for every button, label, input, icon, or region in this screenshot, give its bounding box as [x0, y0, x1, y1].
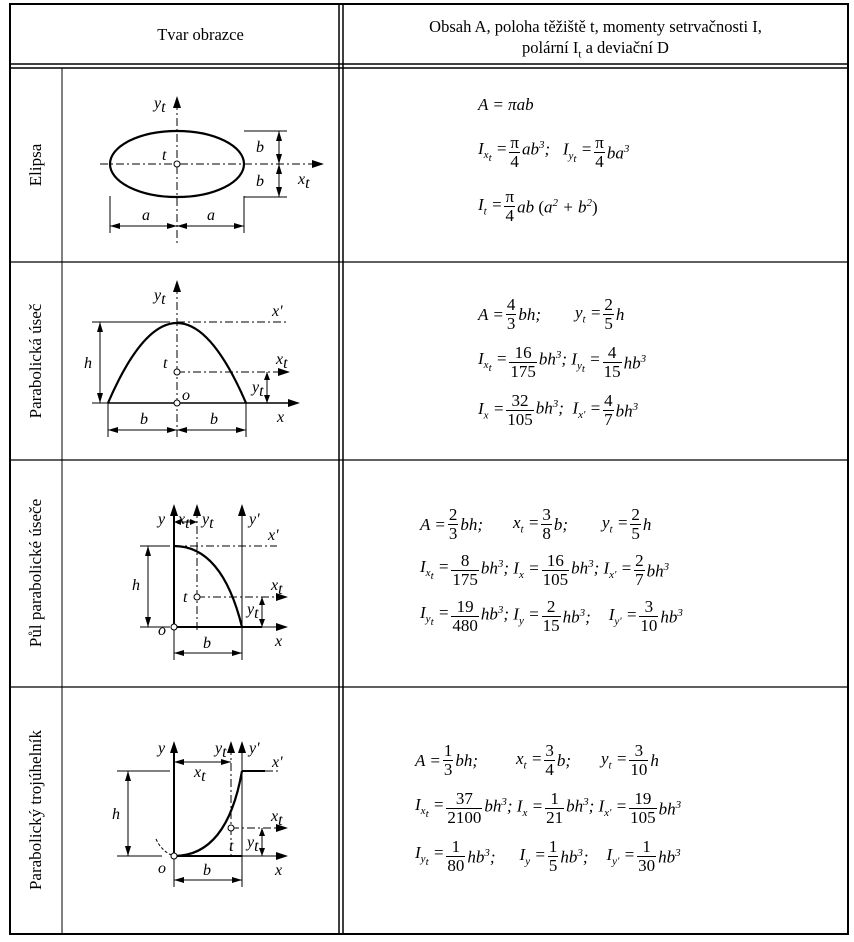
- label-h: h: [112, 806, 120, 823]
- fraction: $\frac{8}{175}$: [452, 551, 478, 589]
- formula-area: A = πab: [478, 95, 534, 114]
- label-yt-dim: yt: [252, 379, 264, 400]
- figure-ellipse: [62, 68, 339, 262]
- label-yt: yt: [154, 95, 166, 116]
- fraction: $\frac{19}{480}$: [452, 597, 478, 635]
- formula-inertia: $I_{x_t}$ = $\frac{16}{175}$ $bh^3$; $I_{y_t}$ = $\frac{4}{15}$ $hb^3$: [478, 343, 647, 381]
- formula-area: A = $\frac{2}{3}$ bh; $x_t$ = $\frac{3}{8}$ b; $y_t$ = $\frac{2}{5}$ h: [420, 505, 652, 543]
- table-page: Tvar obrazce Obsah A, poloha těžiště t, momenty setrvačnosti I, polární $I_t$ a deviační D Elipsa Parabolická úseč Půl parabolické úseče Parabolický trojúhelník yt xt t a a b b yt x' xt x t o h b b yt y xt yt y' x' xt x t o h b yt y yt y' xt x' xt x t o h b yt A = πab $I_{x_t}$ = $\frac{\pi}{4}$ $ab^3$; $I_{y_t}$ = $\frac{\pi}{4}$ $ba^3$ $I_t$ = $\frac{\pi}{4}$ ab $(a^2 + b^2)$ A = $\frac{4}{3}$ bh; $y_t$ = $\frac{2}{5}$ h $I_{x_t}$ = $\frac{16}{175}$ $bh^3$; $I_{y_t}$ = $\frac{4}{15}$ $hb^3$ $I_x$ = $\frac{32}{105}$ $bh^3$; $I_{x'}$ = $\frac{4}{7}$ $bh^3$ A = $\frac{2}{3}$ bh; $x_t$ = $\frac{3}{8}$ b; $y_t$ = $\frac{2}{5}$ h $I_{x_t}$ = $\frac{8}{175}$ $bh^3$; $I_x$ = $\frac{16}{105}$ $bh^3$; $I_{x'}$ = $\frac{2}{7}$ $bh^3$ $I_{y_t}$ = $\frac{19}{480}$ $hb^3$; $I_y$ = $\frac{2}{15}$ $hb^3$; $I_{y'}$ = $\frac{3}{10}$ $hb^3$ A = $\frac{1}{3}$ bh; $x_t$ = $\frac{3}{4}$ b; $y_t$ = $\frac{3}{10}$ h $I_{x_t}$ = $\frac{37}{2100}$ $bh^3$; $I_x$ = $\frac{1}{21}$ $bh^3$; $I_{x'}$ = $\frac{19}{105}$ $bh^3$ $I_{y_t}$ = $\frac{1}{80}$ $hb^3$; $I_y$ = $\frac{1}{5}$ $hb^3$; $I_{y'}$ = $\frac{1}{30}$ $hb^3$: [0, 0, 854, 942]
- formula-inertia-x: $I_{x_t}$ = $\frac{8}{175}$ $bh^3$; $I_x$ = $\frac{16}{105}$ $bh^3$; $I_{x'}$ = $\frac{2}{7}$ $bh^3$: [420, 551, 670, 589]
- label-xprime: x': [272, 754, 283, 771]
- label-x: x: [275, 862, 283, 879]
- label-xt-top: xt: [194, 764, 206, 785]
- fraction: $\frac{37}{2100}$: [447, 789, 482, 827]
- fraction: $\frac{\pi}{4}$: [505, 187, 515, 225]
- label-yprime: y': [249, 740, 260, 757]
- formula-inertia: $I_{x_t}$ = $\frac{\pi}{4}$ $ab^3$; $I_{y_t}$ = $\frac{\pi}{4}$ $ba^3$: [478, 133, 630, 171]
- fraction: $\frac{2}{5}$: [631, 505, 640, 543]
- fraction: $\frac{1}{80}$: [447, 837, 465, 875]
- label-a-right: a: [207, 207, 215, 224]
- label-h: h: [132, 577, 140, 594]
- header-formulas-line1: Obsah A, poloha těžiště t, momenty setrvačnosti I,: [429, 17, 762, 36]
- label-b-top: b: [256, 139, 264, 156]
- fraction: $\frac{3}{8}$: [542, 505, 551, 543]
- header-shape: Tvar obrazce: [157, 25, 244, 44]
- fraction: $\frac{3}{4}$: [545, 741, 554, 779]
- label-yt-dim: yt: [247, 834, 259, 855]
- formula-area: A = $\frac{1}{3}$ bh; $x_t$ = $\frac{3}{4}$ b; $y_t$ = $\frac{3}{10}$ h: [415, 741, 659, 779]
- fraction: $\frac{16}{105}$: [542, 551, 569, 589]
- fraction: $\frac{2}{15}$: [542, 597, 560, 635]
- fraction: $\frac{16}{175}$: [510, 343, 536, 381]
- label-xprime: x': [268, 527, 279, 544]
- label-b: b: [203, 862, 211, 879]
- label-x: x: [275, 633, 283, 650]
- header-polar: polární I: [522, 38, 579, 57]
- label-o: o: [182, 387, 190, 404]
- fraction: $\frac{1}{5}$: [548, 837, 558, 875]
- formula-polar: $I_t$ = $\frac{\pi}{4}$ ab $(a^2 + b^2)$: [478, 187, 598, 225]
- label-x: x: [277, 409, 285, 426]
- label-a-left: a: [142, 207, 150, 224]
- formula-inertia-x: $I_x$ = $\frac{32}{105}$ $bh^3$; $I_{x'}$ = $\frac{4}{7}$ $bh^3$: [478, 391, 639, 429]
- figure-half-parabolic-segment: [62, 460, 339, 687]
- label-yprime: y': [249, 511, 260, 528]
- fraction: $\frac{1}{21}$: [546, 789, 564, 827]
- label-xt: xt: [298, 171, 310, 192]
- label-t: t: [162, 147, 167, 164]
- label-b: b: [203, 635, 211, 652]
- label-xt: xt: [276, 351, 288, 372]
- fraction: $\frac{2}{3}$: [448, 505, 458, 543]
- label-y: y: [158, 511, 166, 528]
- label-yt: yt: [215, 740, 227, 761]
- label-t: t: [163, 355, 168, 372]
- figure-parabolic-triangle: [62, 687, 339, 934]
- fraction: $\frac{1}{30}$: [638, 837, 656, 875]
- label-h: h: [84, 355, 92, 372]
- label-y: y: [158, 740, 166, 757]
- header-formulas-line2: [343, 37, 848, 65]
- label-yt: yt: [202, 511, 214, 532]
- fraction: $\frac{3}{10}$: [630, 741, 648, 779]
- label-xt-top: xt: [178, 511, 190, 532]
- fraction: $\frac{4}{15}$: [603, 343, 621, 381]
- formula-inertia-y: $I_{y_t}$ = $\frac{19}{480}$ $hb^3$; $I_y$ = $\frac{2}{15}$ $hb^3$; $I_{y'}$ = $\frac{3}{10}$ $hb^3$: [420, 597, 683, 635]
- formula-inertia-y: $I_{y_t}$ = $\frac{1}{80}$ $hb^3$; $I_y$ = $\frac{1}{5}$ $hb^3$; $I_{y'}$ = $\frac{1}{30}$ $hb^3$: [415, 837, 681, 875]
- label-o: o: [158, 622, 166, 639]
- label-xprime: x': [272, 303, 283, 320]
- fraction: $\frac{19}{105}$: [630, 789, 656, 827]
- label-b-bottom: b: [256, 173, 264, 190]
- header-polar-sub: t: [578, 48, 582, 61]
- label-xt: xt: [271, 808, 283, 829]
- formula-inertia-x: $I_{x_t}$ = $\frac{37}{2100}$ $bh^3$; $I_x$ = $\frac{1}{21}$ $bh^3$; $I_{x'}$ = $\frac{19}{105}$ $bh^3$: [415, 789, 682, 827]
- label-yt: yt: [154, 287, 166, 308]
- label-b-left: b: [140, 411, 148, 428]
- fraction: $\frac{3}{10}$: [640, 597, 658, 635]
- label-o: o: [158, 860, 166, 877]
- fraction: $\frac{\pi}{4}$: [595, 133, 604, 171]
- fraction: $\frac{2}{7}$: [635, 551, 644, 589]
- fraction: $\frac{4}{7}$: [604, 391, 613, 429]
- label-t: t: [183, 589, 188, 606]
- label-b-right: b: [210, 411, 218, 428]
- fraction: $\frac{4}{3}$: [506, 295, 516, 333]
- label-xt: xt: [271, 577, 283, 598]
- fraction: $\frac{32}{105}$: [507, 391, 533, 429]
- header-rest: a deviační D: [581, 38, 669, 57]
- label-yt-dim: yt: [247, 601, 259, 622]
- fraction: $\frac{2}{5}$: [604, 295, 613, 333]
- fraction: $\frac{1}{3}$: [443, 741, 453, 779]
- fraction: $\frac{\pi}{4}$: [510, 133, 519, 171]
- label-t: t: [229, 838, 234, 855]
- formula-area: A = $\frac{4}{3}$ bh; $y_t$ = $\frac{2}{5}$ h: [478, 295, 625, 333]
- figure-parabolic-segment: [62, 262, 339, 460]
- header-formulas: [343, 16, 848, 65]
